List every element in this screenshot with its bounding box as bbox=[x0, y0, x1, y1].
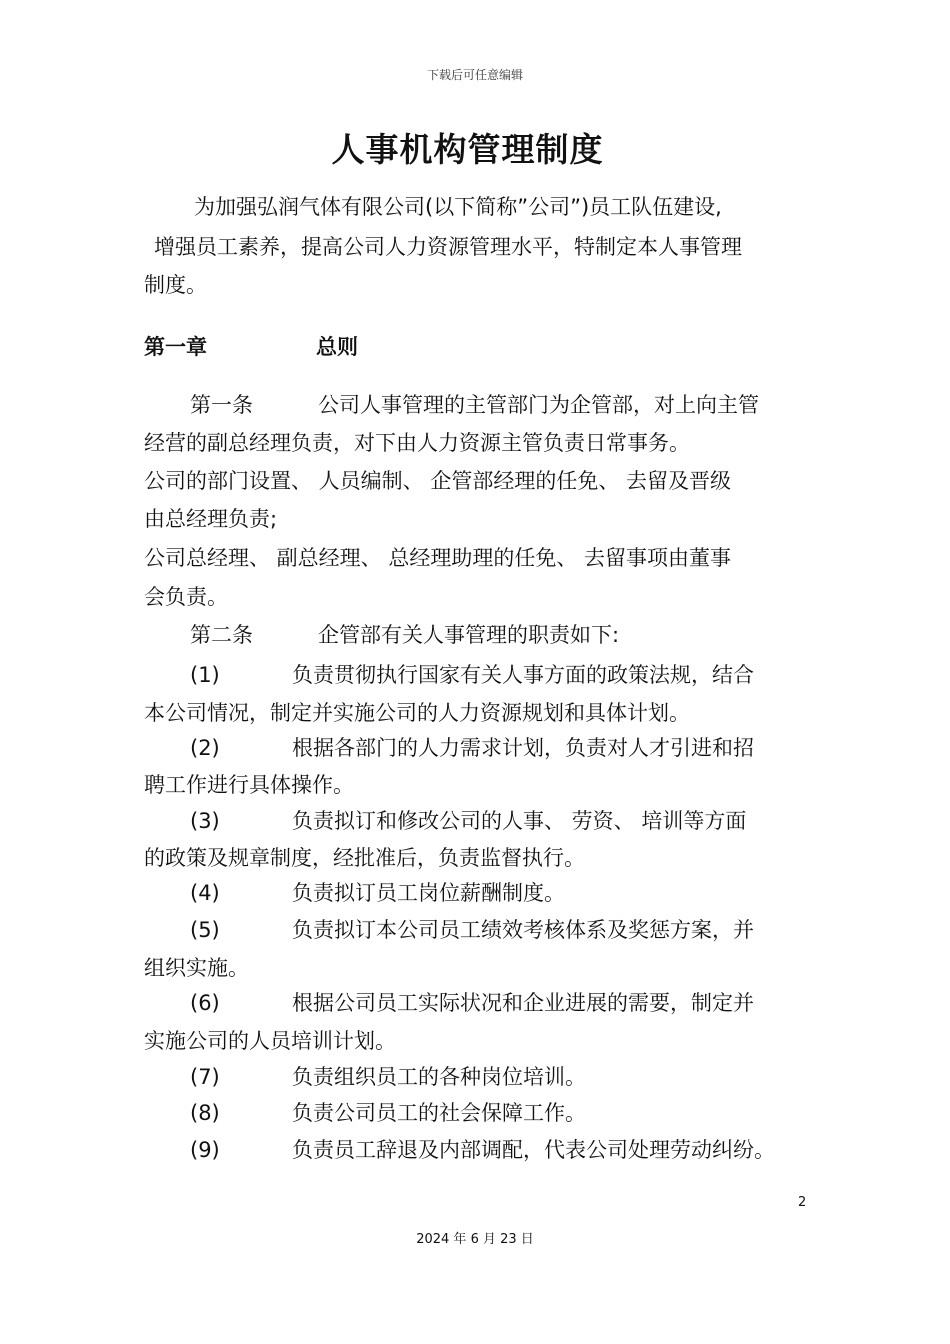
article-line: 公司的部门设置、 人员编制、 企管部经理的任免、 去留及晋级 bbox=[144, 469, 732, 493]
article-line: 会负责。 bbox=[144, 585, 228, 609]
item-number: (3) bbox=[190, 809, 220, 833]
intro-line: 为加强弘润气体有限公司(以下简称”公司”)员工队伍建设, bbox=[194, 195, 722, 219]
item-number: (8) bbox=[190, 1101, 220, 1125]
item-line: 根据各部门的人力需求计划，负责对人才引进和招 bbox=[292, 736, 754, 760]
item-line: 本公司情况，制定并实施公司的人力资源规划和具体计划。 bbox=[144, 701, 690, 725]
intro-line: 制度。 bbox=[144, 273, 207, 297]
article-label: 第一条 bbox=[190, 393, 253, 417]
intro-line: 增强员工素养，提高公司人力资源管理水平，特制定本人事管理 bbox=[154, 235, 742, 259]
item-line: 负责公司员工的社会保障工作。 bbox=[292, 1101, 586, 1125]
article-line: 经营的副总经理负责，对下由人力资源主管负责日常事务。 bbox=[144, 431, 690, 455]
item-line: 负责贯彻执行国家有关人事方面的政策法规，结合 bbox=[292, 663, 754, 687]
item-line: 负责拟订和修改公司的人事、 劳资、 培训等方面 bbox=[292, 809, 747, 833]
item-line: 负责拟订本公司员工绩效考核体系及奖惩方案，并 bbox=[292, 918, 754, 942]
document-title: 人事机构管理制度 bbox=[331, 130, 604, 169]
page-number: 2 bbox=[798, 1195, 807, 1210]
item-number: (7) bbox=[190, 1065, 220, 1089]
item-number: (5) bbox=[190, 918, 220, 942]
article-line: 企管部有关人事管理的职责如下: bbox=[318, 623, 620, 647]
chapter-number: 第一章 bbox=[144, 335, 207, 359]
article-line: 公司总经理、 副总经理、 总经理助理的任免、 去留事项由董事 bbox=[144, 546, 732, 570]
item-number: (9) bbox=[190, 1138, 220, 1162]
item-number: (4) bbox=[190, 881, 220, 905]
footer-date: 2024 年 6 月 23 日 bbox=[416, 1232, 534, 1247]
item-line: 聘工作进行具体操作。 bbox=[144, 773, 354, 797]
item-number: (1) bbox=[190, 663, 220, 687]
header-note: 下载后可任意编辑 bbox=[426, 68, 523, 82]
article-line: 公司人事管理的主管部门为企管部，对上向主管 bbox=[318, 393, 759, 417]
article-label: 第二条 bbox=[190, 623, 253, 647]
item-number: (2) bbox=[190, 736, 220, 760]
item-line: 负责员工辞退及内部调配，代表公司处理劳动纠纷。 bbox=[292, 1138, 775, 1162]
chapter-title: 总则 bbox=[316, 335, 358, 359]
item-line: 负责组织员工的各种岗位培训。 bbox=[292, 1065, 586, 1089]
item-line: 根据公司员工实际状况和企业进展的需要，制定并 bbox=[292, 991, 754, 1015]
document-body bbox=[144, 0, 809, 1344]
item-number: (6) bbox=[190, 991, 220, 1015]
item-line: 负责拟订员工岗位薪酬制度。 bbox=[292, 881, 565, 905]
item-line: 组织实施。 bbox=[144, 956, 249, 980]
item-line: 实施公司的人员培训计划。 bbox=[144, 1029, 396, 1053]
chapter-heading bbox=[144, 332, 358, 362]
article-line: 由总经理负责; bbox=[144, 507, 278, 531]
item-line: 的政策及规章制度，经批准后，负责监督执行。 bbox=[144, 846, 585, 870]
